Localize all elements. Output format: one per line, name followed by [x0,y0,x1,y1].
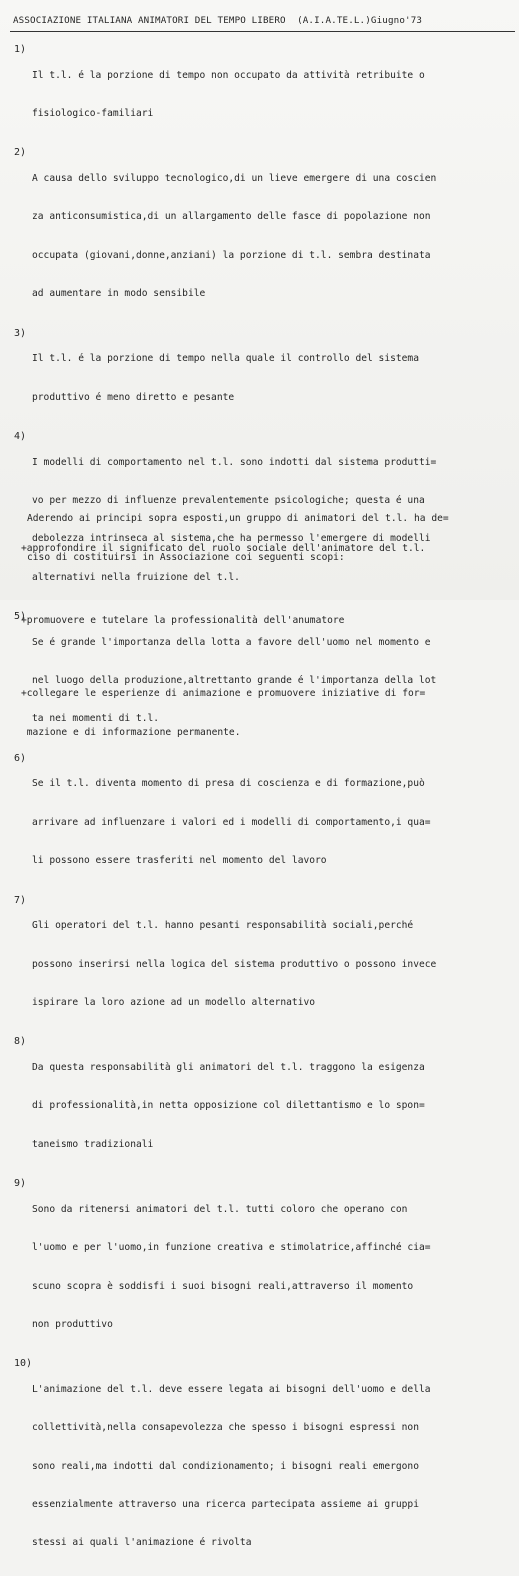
item-number: 5) [14,611,27,623]
text-line: occupata (giovani,donne,anziani) la porzione di t.l. sembra destinata [32,249,431,261]
text-line: sono reali,ma indotti dal condizionamento; i bisogni reali emergono [32,1460,419,1472]
text-line: ispirare la loro azione ad un modello alternativo [32,996,316,1008]
principle-item-6 [14,753,512,894]
text-line: fisiologico-familiari [32,107,154,119]
text-line: li possono essere trasferiti nel momento del lavoro [32,855,327,867]
text-line: ta nei momenti di t.l. [32,713,160,725]
text-line: +collegare le esperienze di animazione e promuovere iniziative di for= [21,687,426,699]
item-number: 10) [14,1358,33,1370]
item-number: 4) [14,430,27,442]
item-number: 9) [14,1178,27,1190]
item-number: 7) [14,894,27,906]
text-line: ad aumentare in modo sensibile [32,288,206,300]
item-text [32,44,425,146]
text-line: debolezza intrinseca al sistema,che ha permesso l'emergere di modelli [32,533,431,545]
text-line: l'uomo e per l'uomo,in funzione creativa e stimolatrice,affinché cia= [32,1242,431,1254]
principles-list [14,44,512,1576]
text-line: Da questa responsabilità gli animatori del t.l. traggono la esigenza [32,1061,425,1073]
item-number: 8) [14,1036,27,1048]
text-line: Il t.l. é la porzione di tempo non occupato da attività retribuite o [32,69,425,81]
item-number: 3) [14,327,27,339]
text-line: +approfondire il significato del ruolo sociale dell'animatore del t.l. [21,542,426,554]
text-line: stessi ai quali l'animazione é rivolta [32,1537,252,1549]
text-line: nel luogo della produzione,altrettanto grande é l'importanza della lot [32,675,437,687]
text-line: essenzialmente attraverso una ricerca partecipata assieme ai gruppi [32,1499,419,1511]
text-line: non produttivo [32,1318,113,1330]
item-number: 2) [14,147,27,159]
text-line: taneismo tradizionali [32,1138,154,1150]
text-line: arrivare ad influenzare i valori ed i modelli di comportamento,i qua= [32,816,431,828]
principle-item-9 [14,1178,512,1357]
text-line: vo per mezzo di influenze prevalentemente psicologiche; questa é una [32,494,425,506]
aim-item-1 [21,517,513,582]
text-line: I modelli di comportamento nel t.l. sono indotti dal sistema produtti= [32,456,437,468]
text-line: alternativi nella fruizione del t.l. [32,571,240,583]
text-line: A causa dello sviluppo tecnologico,di un lieve emergere di una coscien [32,172,437,184]
item-text [32,147,436,326]
principle-item-7 [14,895,512,1036]
text-line: Se il t.l. diventa momento di presa di coscienza e di formazione,può [32,778,425,790]
text-line: Sono da ritenersi animatori del t.l. tutti coloro che operano con [32,1203,408,1215]
text-line: za anticonsumistica,di un allargamento delle fasce di popolazione non [32,211,431,223]
item-text [32,1036,425,1177]
item-text [32,1358,431,1576]
text-line: Gli operatori del t.l. hanno pesanti responsabilità sociali,perché [32,920,414,932]
document-header: ASSOCIAZIONE ITALIANA ANIMATORI DEL TEMPO LIBERO (A.I.A.TE.L.)Giugno'73 [13,15,423,26]
text-line: di professionalità,in netta opposizione col dilettantismo e lo spon= [32,1100,425,1112]
header-rule [10,31,515,32]
text-line: +promuovere e tutelare la professionalità dell'anumatore [21,615,345,627]
principle-item-3 [14,328,512,430]
text-line: scuno scopra è soddisfi i suoi bisogni reali,attraverso il momento [32,1280,414,1292]
item-number: 1) [14,44,27,55]
item-text [32,895,436,1036]
principle-item-1 [14,44,512,146]
text-line: Se é grande l'importanza della lotta a favore dell'uomo nel momento e [32,636,431,648]
text-line: collettività,nella consapevolezza che spesso i bisogni espressi non [32,1422,419,1434]
text-line: L'animazione del t.l. deve essere legata ai bisogni dell'uomo e della [32,1383,431,1395]
text-line: Aderendo ai principi sopra esposti,un gruppo di animatori del t.l. ha de= [27,512,449,524]
aim-item-3 [21,662,513,765]
item-number: 6) [14,752,27,764]
principle-item-2 [14,147,512,326]
text-line: mazione e di informazione permanente. [21,726,241,738]
item-text [32,1178,431,1357]
text-line: possono inserirsi nella logica del sistema produttivo o possono invece [32,958,437,970]
principle-item-10 [14,1358,512,1576]
principle-item-8 [14,1036,512,1177]
aim-item-2 [21,590,513,655]
text-line: ciso di costituirsi in Associazione coi seguenti scopi: [27,551,345,563]
text-line: Il t.l. é la porzione di tempo nella quale il controllo del sistema [32,353,419,365]
item-text [32,328,419,430]
text-line: produttivo é meno diretto e pesante [32,391,235,403]
item-text [32,753,431,894]
aims-list [21,517,513,773]
